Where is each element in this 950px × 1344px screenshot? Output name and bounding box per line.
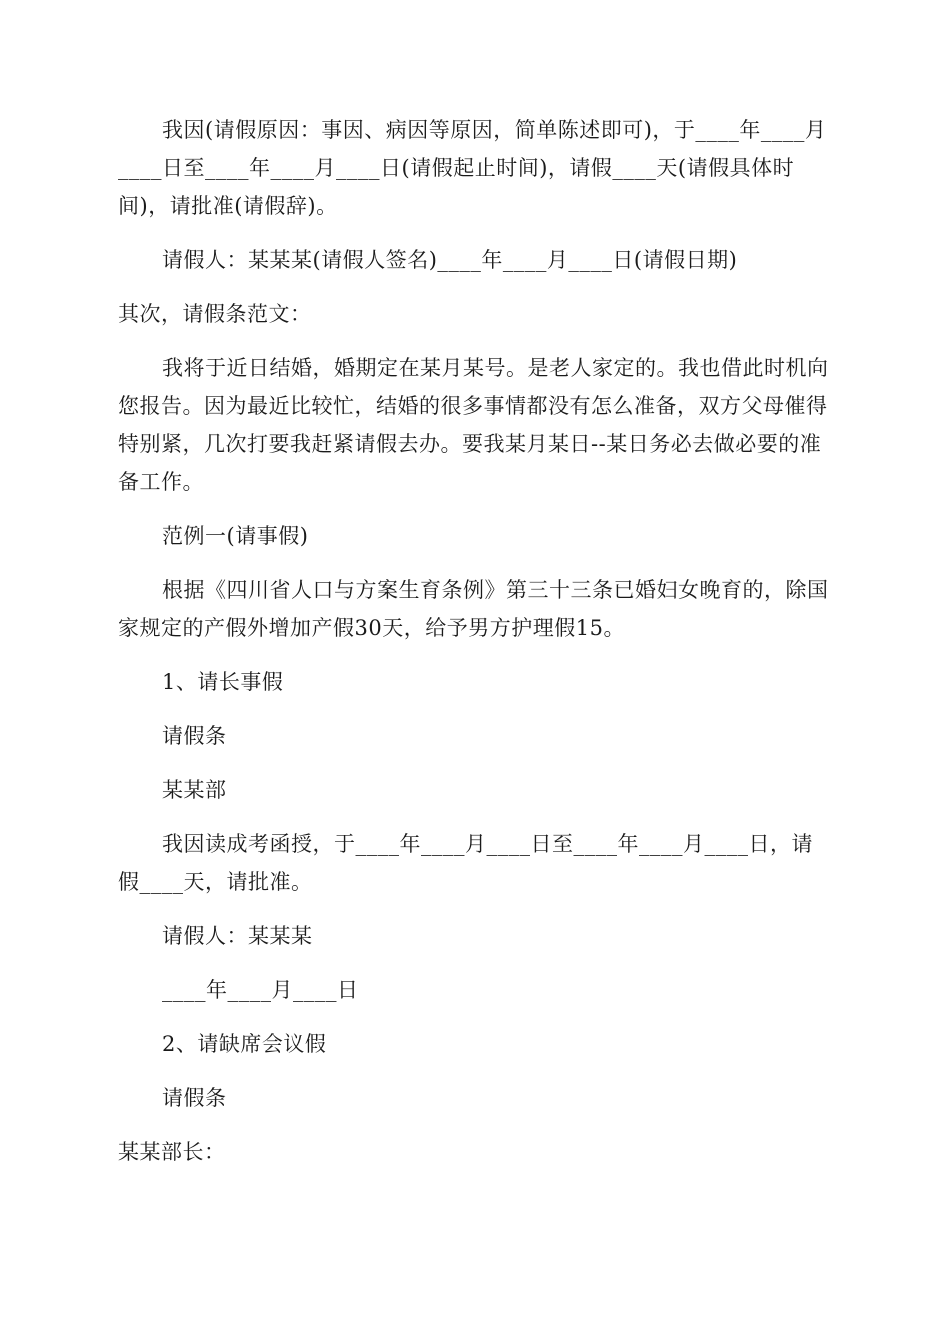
paragraph-applicant-signature: 请假人：某某某(请假人签名)____年____月____日(请假日期): [162, 248, 738, 272]
paragraph-study-leave: 我因读成考函授，于____年____月____日至____年____月____日，请假____天，请批准。: [118, 832, 813, 894]
paragraph-minister-salutation: 某某部长：: [118, 1140, 226, 1164]
paragraph-date-blank: ____年____月____日: [162, 978, 359, 1002]
paragraph-leave-note-title: 请假条: [162, 724, 227, 748]
paragraph-department: 某某部: [162, 778, 227, 802]
paragraph-meeting-leave-title: 2、请缺席会议假: [162, 1032, 327, 1056]
document-body: [118, 111, 832, 1187]
paragraph-regulation: 根据《四川省人口与方案生育条例》第三十三条已婚妇女晚育的，除国家规定的产假外增加产假30天，给予男方护理假15。: [118, 578, 829, 640]
paragraph-long-leave-title: 1、请长事假: [162, 670, 284, 694]
paragraph-example-one-title: 范例一(请事假): [162, 524, 309, 548]
paragraph-leave-reason: 我因(请假原因：事因、病因等原因，简单陈述即可)，于____年____月____日至____年____月____日(请假起止时间)，请假____天(请假具体时间)，请批准(请假辞)。: [118, 118, 827, 218]
paragraph-applicant: 请假人：某某某: [162, 924, 313, 948]
paragraph-leave-note-title-2: 请假条: [162, 1086, 227, 1110]
paragraph-wedding-sample: 我将于近日结婚，婚期定在某月某号。是老人家定的。我也借此时机向您报告。因为最近比较忙，结婚的很多事情都没有怎么准备，双方父母催得特别紧，几次打要我赶紧请假去办。要我某月某日--某日务必去做必要的准备工作。: [118, 356, 829, 494]
paragraph-sample-heading: 其次，请假条范文：: [118, 302, 312, 326]
